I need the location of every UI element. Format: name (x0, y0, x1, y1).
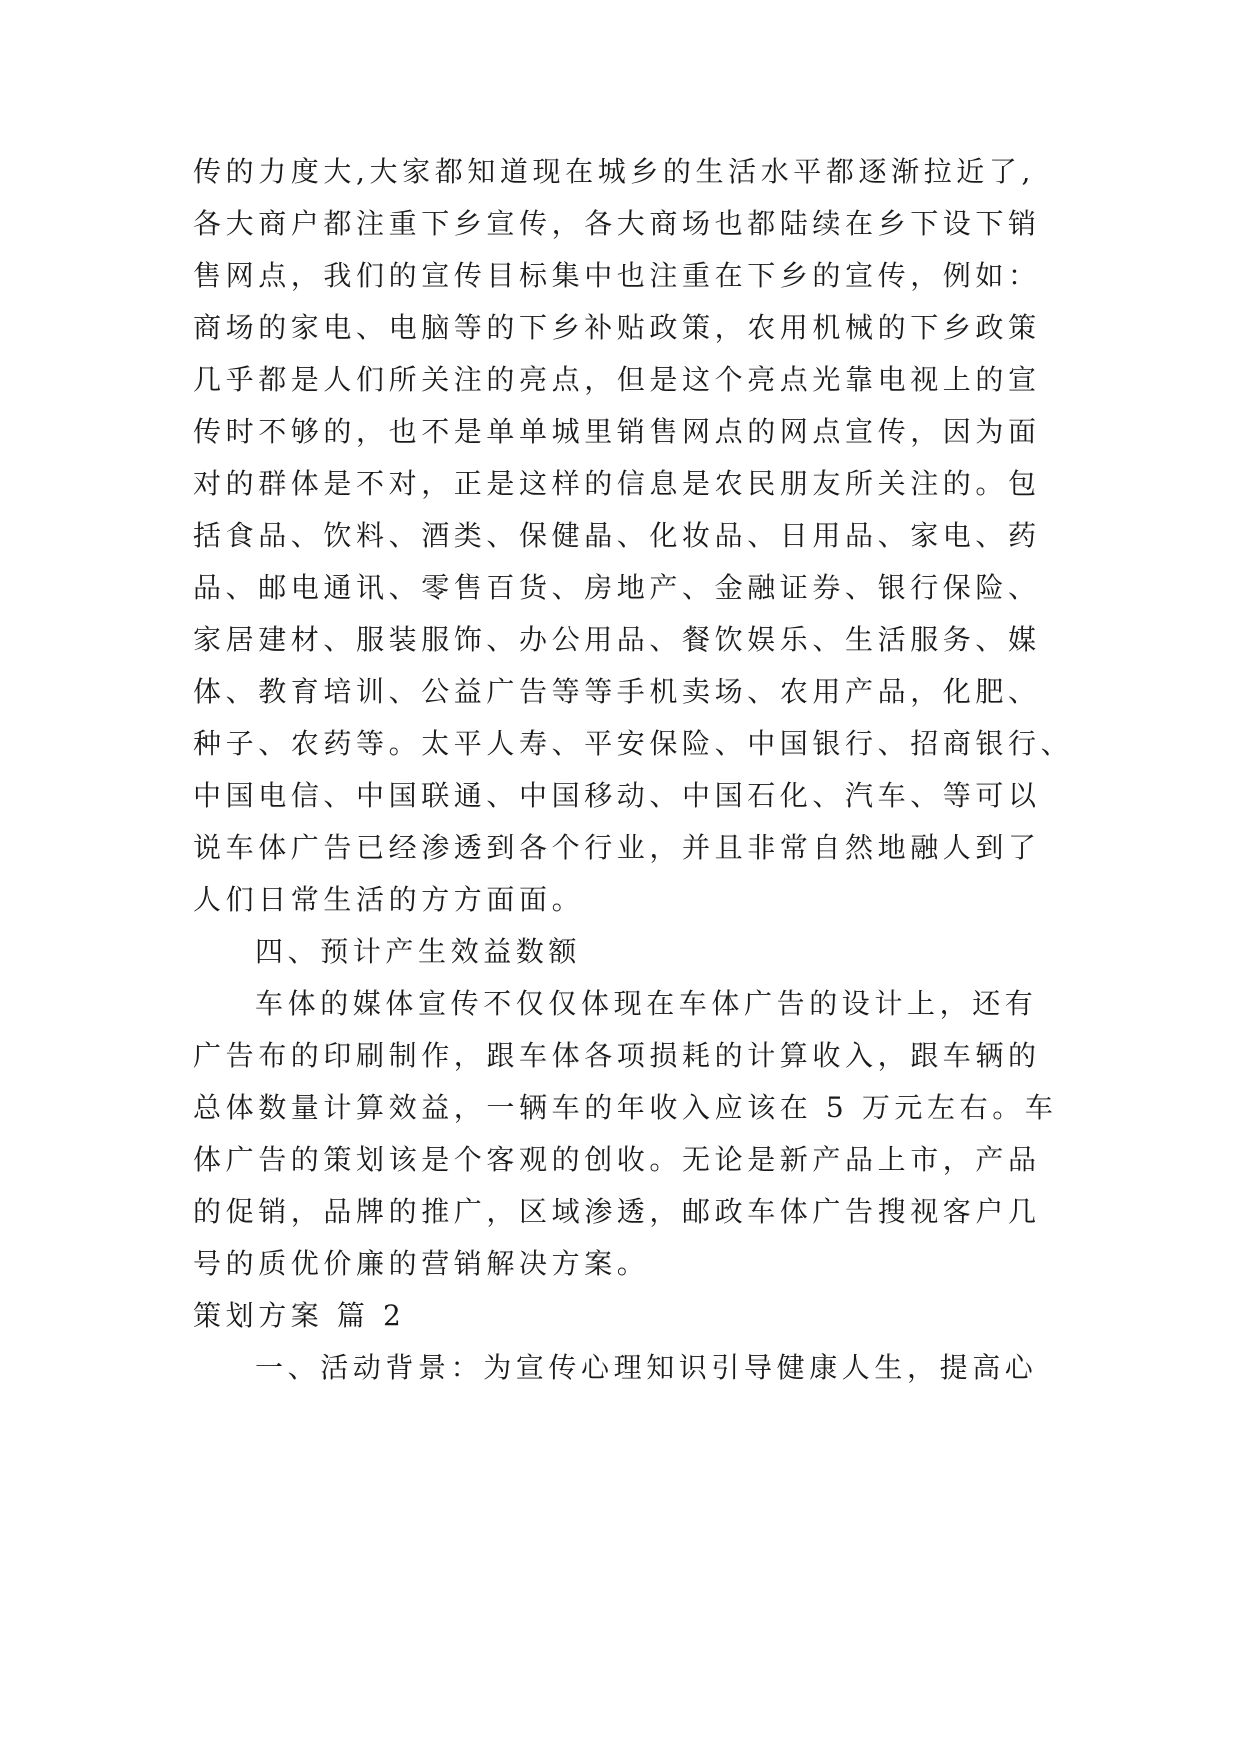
paragraph-line: 几乎都是人们所关注的亮点，但是这个亮点光靠电视上的宣 (193, 363, 1041, 396)
paragraph-line: 车体的媒体宣传不仅仅体现在车体广告的设计上，还有 (255, 987, 1038, 1020)
paragraph-line: 总体数量计算效益，一辆车的年收入应该在 5 万元左右。车 (193, 1091, 1058, 1124)
paragraph-line: 家居建材、服装服饰、办公用品、餐饮娱乐、生活服务、媒 (193, 623, 1041, 656)
paragraph-line: 说车体广告已经渗透到各个行业，并且非常自然地融人到了 (193, 831, 1041, 864)
paragraph-line: 对的群体是不对，正是这样的信息是农民朋友所关注的。包 (193, 467, 1041, 500)
paragraph-line: 商场的家电、电脑等的下乡补贴政策，农用机械的下乡政策 (193, 311, 1041, 344)
paragraph-line: 品、邮电通讯、零售百货、房地产、金融证券、银行保险、 (193, 571, 1041, 604)
paragraph-line: 各大商户都注重下乡宣传，各大商场也都陆续在乡下设下销 (193, 207, 1041, 240)
paragraph-line: 种子、农药等。太平人寿、平安保险、中国银行、招商银行、 (193, 727, 1074, 760)
paragraph-line: 广告布的印刷制作，跟车体各项损耗的计算收入，跟车辆的 (193, 1039, 1041, 1072)
paragraph-line: 号的质优价廉的营销解决方案。 (193, 1247, 650, 1280)
paragraph-line: 体广告的策划该是个客观的创收。无论是新产品上市，产品 (193, 1143, 1041, 1176)
paragraph-line: 一、活动背景：为宣传心理知识引导健康人生，提高心 (255, 1351, 1038, 1384)
paragraph-line: 的促销，品牌的推广，区域渗透，邮政车体广告搜视客户几 (193, 1195, 1041, 1228)
paragraph-line: 传时不够的，也不是单单城里销售网点的网点宣传，因为面 (193, 415, 1041, 448)
part-title: 策划方案 篇 2 (193, 1299, 406, 1332)
paragraph-line: 体、教育培训、公益广告等等手机卖场、农用产品，化肥、 (193, 675, 1041, 708)
paragraph-line: 人们日常生活的方方面面。 (193, 883, 585, 916)
paragraph-line: 传的力度大,大家都知道现在城乡的生活水平都逐渐拉近了, (193, 155, 1036, 188)
paragraph-line: 中国电信、中国联通、中国移动、中国石化、汽车、等可以 (193, 779, 1041, 812)
paragraph-line: 售网点，我们的宣传目标集中也注重在下乡的宣传，例如： (193, 259, 1041, 292)
paragraph-line: 括食品、饮料、酒类、保健晶、化妆品、日用品、家电、药 (193, 519, 1041, 552)
section-heading: 四、预计产生效益数额 (255, 935, 582, 968)
